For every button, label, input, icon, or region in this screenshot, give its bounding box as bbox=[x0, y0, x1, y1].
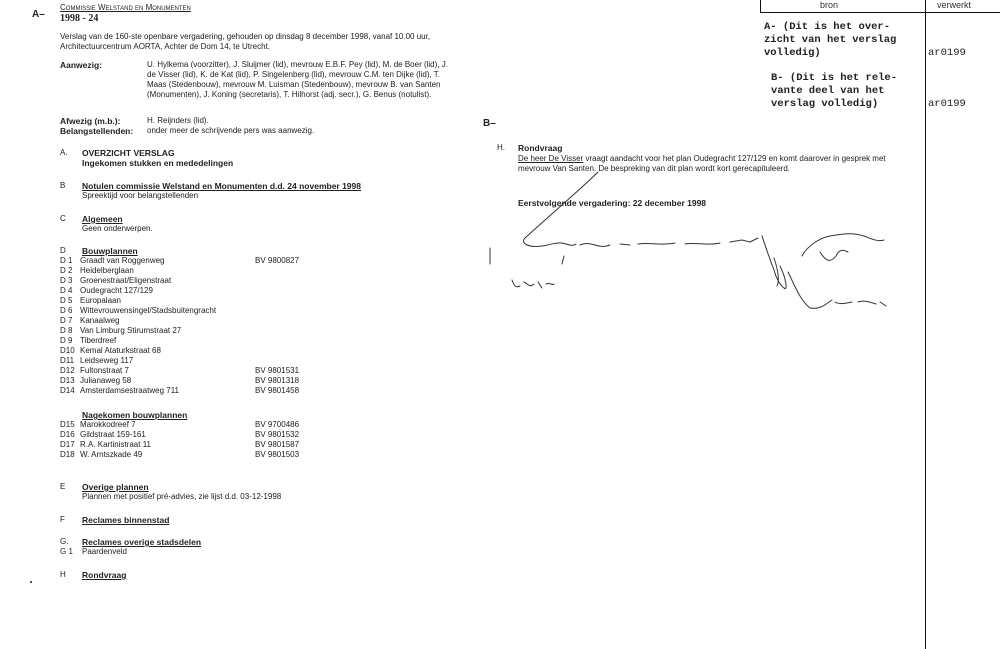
plan-code: D 1 bbox=[60, 256, 73, 265]
plan-bv: BV 9801531 bbox=[255, 366, 300, 375]
plan-bv: BV 9800827 bbox=[255, 256, 300, 265]
table-top-rule bbox=[760, 12, 1000, 13]
present-label: Aanwezig: bbox=[60, 60, 103, 70]
scan-speck bbox=[30, 581, 32, 583]
plan-code: D12 bbox=[60, 366, 75, 375]
plan-address: Kemal Ataturkstraat 68 bbox=[80, 346, 161, 355]
plan-address: Julianaweg 58 bbox=[80, 376, 132, 385]
plan-bv: BV 9801532 bbox=[255, 430, 300, 439]
plan-row bbox=[60, 376, 299, 386]
plan-code: D15 bbox=[60, 420, 75, 429]
plan-row bbox=[60, 326, 255, 336]
late-plans-title: Nagekomen bouwplannen bbox=[82, 410, 188, 420]
plan-address: Leidseweg 117 bbox=[80, 356, 134, 365]
signature-one-stroke bbox=[524, 172, 598, 246]
handwritten-signatures bbox=[480, 160, 900, 320]
table-divider-rule bbox=[925, 0, 926, 649]
plan-bv: BV 9801318 bbox=[255, 376, 300, 385]
plan-bv: BV 9801587 bbox=[255, 440, 300, 449]
signature-one-tail bbox=[580, 238, 758, 246]
absent-list: H. Reijnders (lid). bbox=[147, 116, 209, 125]
col-header-bron: bron bbox=[820, 0, 839, 10]
section-d-letter: D bbox=[60, 246, 66, 255]
plan-row bbox=[60, 366, 299, 376]
section-g-letter: G. bbox=[60, 537, 69, 546]
section-f-letter: F bbox=[60, 515, 65, 524]
section-g-title: Reclames overige stadsdelen bbox=[82, 537, 202, 547]
section-c-title: Algemeen bbox=[82, 214, 123, 224]
section-h-title: Rondvraag bbox=[82, 570, 127, 580]
plan-address: Fultonstraat 7 bbox=[80, 366, 129, 375]
rondvraag-title: Rondvraag bbox=[518, 143, 563, 153]
section-f-title: Reclames binnenstad bbox=[82, 515, 170, 525]
section-e-sub: Plannen met positief pré-advies, zie lijst d.d. 03-12-1998 bbox=[82, 492, 282, 501]
col-header-verwerkt: verwerkt bbox=[937, 0, 972, 10]
section-a-sub: Ingekomen stukken en mededelingen bbox=[82, 158, 234, 168]
signature-two-stroke bbox=[802, 234, 884, 261]
interest-label: Belangstellenden: bbox=[60, 126, 134, 136]
plan-bv: BV 9801458 bbox=[255, 386, 300, 395]
plan-address: Amsterdamsestraatweg 711 bbox=[80, 386, 180, 395]
plan-row bbox=[60, 256, 299, 266]
report-intro: Verslag van de 160-ste openbare vergadering, gehouden op dinsdag 8 december 1998, vanaf 10.00 uur, Architectuurcentrum AORTA, Achter de Dom 14, te Utrecht. bbox=[60, 32, 431, 51]
commission-name: Commissie Welstand en Monumenten bbox=[60, 3, 191, 12]
right-marker: B– bbox=[483, 118, 496, 129]
plan-address: R.A. Kartinistraat 11 bbox=[80, 440, 151, 449]
plan-bv: BV 9700486 bbox=[255, 420, 300, 429]
late-plan-row bbox=[60, 450, 299, 460]
plan-row bbox=[60, 316, 255, 326]
note-relevant-part: B- (Dit is het rele- vante deel van het verslag volledig) bbox=[771, 72, 898, 110]
plan-bv: BV 9801503 bbox=[255, 450, 300, 459]
code-a: ar0199 bbox=[928, 47, 966, 59]
plan-code: D 4 bbox=[60, 286, 73, 295]
plan-address: W. Arntszkade 49 bbox=[80, 450, 143, 459]
plan-code: D 2 bbox=[60, 266, 73, 275]
section-a-letter: A. bbox=[60, 148, 68, 157]
signature-two-loop bbox=[762, 236, 786, 289]
plan-row bbox=[60, 306, 255, 316]
late-plan-row bbox=[60, 440, 299, 450]
plan-code: D 9 bbox=[60, 336, 73, 345]
plan-address: Marokkodreef 7 bbox=[80, 420, 136, 429]
section-d-title: Bouwplannen bbox=[82, 246, 138, 256]
plan-address: Europalaan bbox=[80, 296, 121, 305]
next-meeting: Eerstvolgende vergadering: 22 december 1998 bbox=[518, 198, 707, 208]
section-a-title: OVERZICHT VERSLAG bbox=[82, 148, 175, 158]
section-b-title: Notulen commissie Welstand en Monumenten d.d. 24 november 1998 bbox=[82, 181, 361, 191]
section-h-letter: H bbox=[60, 570, 66, 579]
plan-code: D 6 bbox=[60, 306, 73, 315]
section-c-sub: Geen onderwerpen. bbox=[82, 224, 153, 233]
plan-address: Heidelberglaan bbox=[80, 266, 134, 275]
plan-code: D 5 bbox=[60, 296, 73, 305]
section-c-letter: C bbox=[60, 214, 66, 223]
rondvraag-speaker: De heer De Visser bbox=[518, 154, 584, 163]
plan-address: Groenestraat/Eligenstraat bbox=[80, 276, 172, 285]
initials-mark bbox=[512, 280, 554, 288]
plan-code: D 8 bbox=[60, 326, 73, 335]
late-plan-row bbox=[60, 420, 299, 430]
plan-code: D13 bbox=[60, 376, 75, 385]
plan-code: D11 bbox=[60, 356, 75, 365]
rondvraag-letter: H. bbox=[497, 143, 505, 152]
plan-row bbox=[60, 346, 255, 356]
signature-two-lower bbox=[788, 272, 886, 308]
plan-address: Kanaalweg bbox=[80, 316, 120, 325]
plan-address: Graadt van Roggenweg bbox=[80, 256, 165, 265]
plan-row bbox=[60, 296, 255, 306]
late-plan-row bbox=[60, 430, 299, 440]
plan-row bbox=[60, 266, 255, 276]
plan-row bbox=[60, 336, 255, 346]
plan-row bbox=[60, 386, 299, 396]
plan-address: Gildstraat 159-161 bbox=[80, 430, 146, 439]
section-g1-text: Paardenveld bbox=[82, 547, 127, 556]
plan-code: D 7 bbox=[60, 316, 73, 325]
plan-code: D14 bbox=[60, 386, 75, 395]
present-list: U. Hylkema (voorzitter), J. Sluijmer (lid), mevrouw E.B.F. Pey (lid), M. de Boer (lid), J. de Visser (lid), K. de Kat (lid), P. Singelenberg (lid), mevrouw C.M. ten Dijke (lid), T. Maas (Stedenbouw), mevrouw M. Luisman (Stedenbouw), mevrouw B. van Santen (Monumenten), J. Koning (secretaris), T. Hilhorst (adj. secr.), G. Benus (notulist). bbox=[147, 60, 448, 99]
section-b-letter: B bbox=[60, 181, 66, 190]
absent-label: Afwezig (m.b.): bbox=[60, 116, 121, 126]
plan-code: D16 bbox=[60, 430, 75, 439]
section-b-sub: Spreektijd voor belangstellenden bbox=[82, 191, 199, 200]
code-b: ar0199 bbox=[928, 98, 966, 110]
left-marker: A– bbox=[32, 9, 45, 20]
interest-text: onder meer de schrijvende pers was aanwezig. bbox=[147, 126, 315, 135]
note-overview-full: A- (Dit is het over- zicht van het verslag volledig) bbox=[764, 21, 897, 59]
section-g1-code: G 1 bbox=[60, 547, 73, 556]
margin-tick-small bbox=[562, 256, 564, 264]
plan-code: D17 bbox=[60, 440, 75, 449]
section-e-letter: E bbox=[60, 482, 66, 491]
plan-row bbox=[60, 356, 255, 366]
table-left-rule bbox=[760, 0, 761, 12]
plan-address: Wittevrouwensingel/Stadsbuitengracht bbox=[80, 306, 217, 315]
section-e-title: Overige plannen bbox=[82, 482, 149, 492]
plan-code: D18 bbox=[60, 450, 75, 459]
plan-address: Oudegracht 127/129 bbox=[80, 286, 153, 295]
plan-address: Van Limburg Stirumstraat 27 bbox=[80, 326, 182, 335]
plan-code: D 3 bbox=[60, 276, 73, 285]
plan-code: D10 bbox=[60, 346, 75, 355]
plan-row bbox=[60, 276, 255, 286]
plan-address: Tiberdreef bbox=[80, 336, 117, 345]
report-number: 1998 - 24 bbox=[60, 13, 99, 24]
plan-row bbox=[60, 286, 255, 296]
rondvraag-body: vraagt aandacht voor het plan Oudegracht 127/129 en komt daarover in gesprek met mevrouw Van Santen. De bespreking van dit plan wordt kort gerecapituleerd. bbox=[518, 154, 886, 173]
